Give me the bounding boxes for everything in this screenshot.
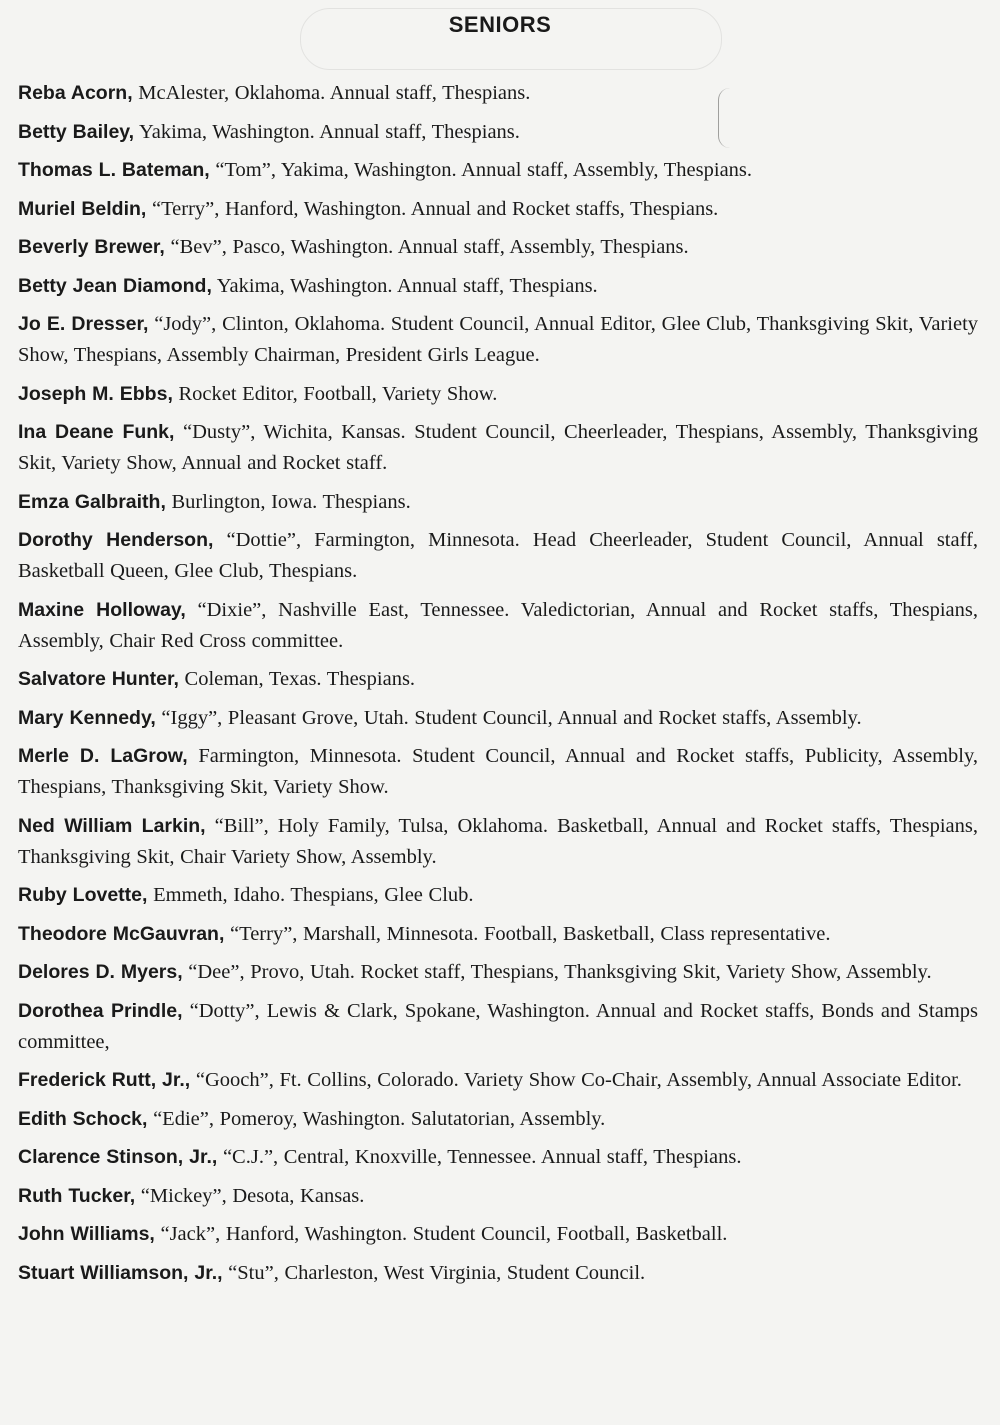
senior-name: Clarence Stinson, Jr., [18, 1146, 218, 1168]
senior-details: “Dotty”, Lewis & Clark, Spokane, Washington. Annual and Rocket staffs, Bonds and Stamps committee, [18, 999, 979, 1053]
senior-name: Delores D. Myers, [18, 961, 183, 983]
senior-details: “Stu”, Charleston, West Virginia, Student Council. [228, 1261, 646, 1284]
senior-details: “Terry”, Marshall, Minnesota. Football, Basketball, Class representative. [230, 922, 831, 945]
senior-details: “Dee”, Provo, Utah. Rocket staff, Thespians, Thanksgiving Skit, Variety Show, Assembly. [188, 961, 932, 983]
senior-entry [18, 417, 978, 479]
senior-details: “Dottie”, Farmington, Minnesota. Head Cheerleader, Student Council, Annual staff, Basketball Queen, Glee Club, Thespians. [18, 529, 979, 582]
senior-entry [18, 117, 978, 148]
senior-details: “Dixie”, Nashville East, Tennessee. Valedictorian, Annual and Rocket staffs, Thespians, Assembly, Chair Red Cross committee. [18, 598, 978, 652]
senior-entry [18, 1219, 978, 1250]
senior-name: Joseph M. Ebbs, [18, 382, 173, 405]
senior-name: Salvatore Hunter, [18, 668, 179, 690]
senior-details: “Mickey”, Desota, Kansas. [140, 1184, 365, 1207]
senior-entry [18, 957, 978, 988]
senior-details: “Bev”, Pasco, Washington. Annual staff, Assembly, Thespians. [170, 236, 689, 258]
senior-entry [18, 595, 978, 657]
senior-entry [18, 703, 978, 734]
senior-name: Stuart Williamson, Jr., [18, 1261, 223, 1284]
senior-details: “Jack”, Hanford, Washington. Student Council, Football, Basketball. [160, 1223, 728, 1245]
senior-entry [18, 271, 978, 302]
senior-entry [18, 996, 978, 1058]
senior-entry [18, 1104, 978, 1135]
senior-entry [18, 664, 978, 695]
senior-name: Merle D. LaGrow, [18, 745, 188, 767]
senior-entry [18, 487, 978, 518]
senior-entry [18, 811, 978, 873]
senior-name: Ruby Lovette, [18, 884, 148, 906]
senior-details: “Terry”, Hanford, Washington. Annual and Rocket staffs, Thespians. [151, 197, 719, 220]
page-title: SENIORS [448, 12, 552, 37]
senior-details: Rocket Editor, Football, Variety Show. [178, 382, 498, 405]
senior-details: Farmington, Minnesota. Student Council, Annual and Rocket staffs, Publicity, Assembly, Thespians, Thanksgiving Skit, Variety Show. [18, 745, 979, 798]
senior-details: Yakima, Washington. Annual staff, Thespians. [138, 120, 520, 143]
senior-entry [18, 379, 978, 410]
senior-entry [18, 741, 978, 803]
senior-entry [18, 1065, 978, 1096]
senior-name: Jo E. Dresser, [18, 313, 149, 335]
senior-details: Emmeth, Idaho. Thespians, Glee Club. [153, 884, 474, 906]
senior-name: Ina Deane Funk, [18, 421, 175, 443]
senior-details: McAlester, Oklahoma. Annual staff, Thespians. [138, 82, 531, 104]
senior-entry [18, 525, 978, 587]
senior-entry [18, 232, 978, 263]
senior-name: Ruth Tucker, [18, 1184, 136, 1207]
seniors-list [18, 78, 978, 1296]
senior-name: Betty Bailey, [18, 120, 135, 143]
senior-entry [18, 309, 978, 371]
senior-name: Mary Kennedy, [18, 706, 156, 729]
senior-details: “C.J.”, Central, Knoxville, Tennessee. Annual staff, Thespians. [222, 1146, 742, 1168]
senior-entry [18, 78, 978, 109]
senior-name: Dorothea Prindle, [18, 999, 183, 1022]
senior-details: Burlington, Iowa. Thespians. [171, 490, 411, 513]
senior-entry [18, 155, 978, 186]
senior-name: Edith Schock, [18, 1107, 148, 1130]
senior-name: Beverly Brewer, [18, 236, 165, 258]
senior-name: Reba Acorn, [18, 82, 133, 104]
senior-details: Coleman, Texas. Thespians. [184, 668, 416, 690]
senior-name: Frederick Rutt, Jr., [18, 1069, 191, 1091]
senior-name: Emza Galbraith, [18, 490, 166, 513]
senior-details: “Jody”, Clinton, Oklahoma. Student Council, Annual Editor, Glee Club, Thanksgiving Skit, Variety Show, Thespians, Assembly Chairman, President Girls League. [18, 313, 979, 366]
senior-entry [18, 1142, 978, 1173]
senior-name: Muriel Beldin, [18, 197, 147, 220]
senior-name: Thomas L. Bateman, [18, 159, 210, 181]
senior-name: Ned William Larkin, [18, 814, 206, 837]
senior-details: “Edie”, Pomeroy, Washington. Salutatorian, Assembly. [153, 1107, 606, 1130]
senior-details: “Bill”, Holy Family, Tulsa, Oklahoma. Basketball, Annual and Rocket staffs, Thespians, Thanksgiving Skit, Chair Variety Show, Assembly. [18, 814, 979, 868]
senior-name: Dorothy Henderson, [18, 529, 214, 551]
senior-name: Maxine Holloway, [18, 598, 186, 621]
senior-name: Betty Jean Diamond, [18, 274, 212, 297]
senior-name: Theodore McGauvran, [18, 922, 225, 945]
senior-details: Yakima, Washington. Annual staff, Thespians. [216, 274, 598, 297]
senior-details: “Tom”, Yakima, Washington. Annual staff, Assembly, Thespians. [215, 159, 753, 181]
senior-entry [18, 919, 978, 950]
senior-details: “Dusty”, Wichita, Kansas. Student Council, Cheerleader, Thespians, Assembly, Thanksgiving Skit, Variety Show, Annual and Rocket staff. [18, 421, 979, 474]
senior-entry [18, 1258, 978, 1289]
senior-details: “Gooch”, Ft. Collins, Colorado. Variety Show Co-Chair, Assembly, Annual Associate Editor. [195, 1069, 962, 1091]
senior-entry [18, 880, 978, 911]
senior-details: “Iggy”, Pleasant Grove, Utah. Student Council, Annual and Rocket staffs, Assembly. [161, 706, 862, 729]
senior-name: John Williams, [18, 1223, 155, 1245]
senior-entry [18, 194, 978, 225]
senior-entry [18, 1181, 978, 1212]
